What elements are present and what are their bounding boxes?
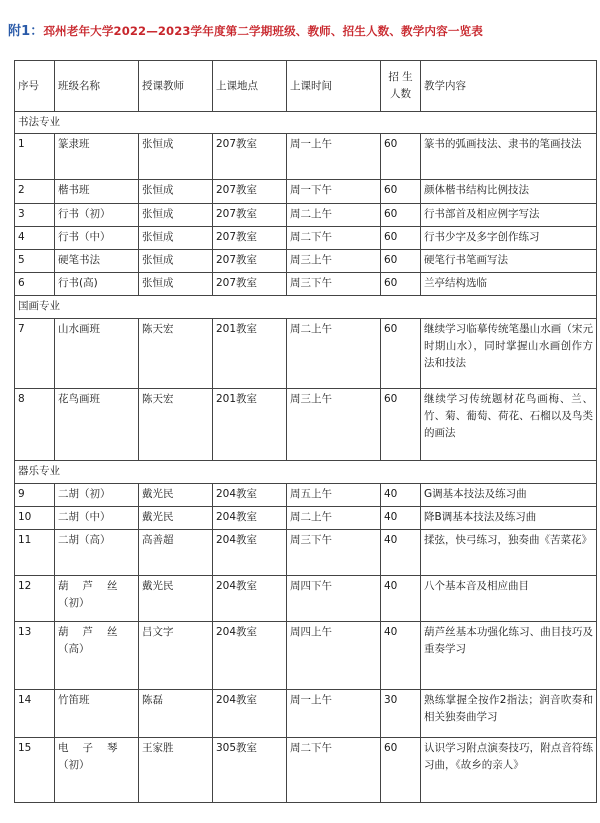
cell-index: 7 [15,319,55,389]
cell-enrollment: 40 [381,507,421,530]
cell-class-name: 行书（中） [55,227,139,250]
cell-teacher: 王家胜 [139,738,213,803]
cell-location: 204教室 [213,690,287,738]
cell-time: 周三上午 [287,250,381,273]
cell-location: 201教室 [213,319,287,389]
title-text: 邳州老年大学2022—2023学年度第二学期班级、教师、招生人数、教学内容一览表 [43,24,483,38]
table-row [15,484,597,507]
cell-index: 1 [15,134,55,180]
cell-teacher: 张恒成 [139,204,213,227]
table-row [15,530,597,576]
cell-time: 周二上午 [287,319,381,389]
section-title: 国画专业 [15,296,597,319]
cell-class-name-sub: （高） [58,643,90,655]
cell-content: 熟练掌握全按作2指法；润音吹奏和相关独奏曲学习 [421,690,597,738]
table-row [15,622,597,690]
cell-content: 八个基本音及相应曲目 [421,576,597,622]
cell-teacher: 张恒成 [139,180,213,204]
cell-location: 207教室 [213,134,287,180]
table-row [15,507,597,530]
cell-content: 篆书的弧画技法、隶书的笔画技法 [421,134,597,180]
header-index: 序号 [15,61,55,112]
cell-location: 207教室 [213,204,287,227]
cell-index: 13 [15,622,55,690]
cell-time: 周四下午 [287,576,381,622]
cell-index: 5 [15,250,55,273]
cell-enrollment: 60 [381,319,421,389]
cell-time: 周二下午 [287,227,381,250]
table-row [15,319,597,389]
table-row [15,690,597,738]
cell-location: 204教室 [213,507,287,530]
cell-location: 207教室 [213,180,287,204]
cell-class-name-sub: （初） [58,759,90,771]
cell-enrollment: 60 [381,250,421,273]
cell-class-name-main: 葫芦丝 [58,626,132,638]
cell-time: 周一上午 [287,134,381,180]
cell-time: 周二上午 [287,507,381,530]
cell-time: 周三下午 [287,530,381,576]
cell-location: 204教室 [213,622,287,690]
class-table [14,60,597,803]
cell-enrollment: 60 [381,180,421,204]
header-teacher: 授课教师 [139,61,213,112]
cell-enrollment: 60 [381,204,421,227]
cell-time: 周二下午 [287,738,381,803]
cell-content: 颜体楷书结构比例技法 [421,180,597,204]
cell-location: 305教室 [213,738,287,803]
cell-class-name: 竹笛班 [55,690,139,738]
cell-location: 207教室 [213,273,287,296]
cell-location: 204教室 [213,484,287,507]
cell-index: 12 [15,576,55,622]
cell-class-name: 篆隶班 [55,134,139,180]
cell-enrollment: 30 [381,690,421,738]
cell-location: 201教室 [213,389,287,461]
table-row [15,204,597,227]
cell-index: 3 [15,204,55,227]
table-row [15,180,597,204]
cell-class-name: 行书（初） [55,204,139,227]
cell-teacher: 戴光民 [139,484,213,507]
cell-index: 10 [15,507,55,530]
section-title: 书法专业 [15,112,597,134]
header-enrollment-line1: 招 生 [388,71,413,83]
cell-index: 11 [15,530,55,576]
cell-location: 204教室 [213,576,287,622]
cell-location: 207教室 [213,227,287,250]
section-row [15,461,597,484]
cell-enrollment: 40 [381,530,421,576]
cell-time: 周三上午 [287,389,381,461]
cell-class-name: 行书(高) [55,273,139,296]
cell-content: 行书少字及多字创作练习 [421,227,597,250]
table-row [15,738,597,803]
cell-location: 207教室 [213,250,287,273]
cell-index: 8 [15,389,55,461]
cell-teacher: 张恒成 [139,273,213,296]
cell-teacher: 吕文字 [139,622,213,690]
cell-time: 周二上午 [287,204,381,227]
cell-time: 周三下午 [287,273,381,296]
cell-class-name-main: 葫芦丝 [58,580,132,592]
cell-teacher: 张恒成 [139,250,213,273]
section-row [15,112,597,134]
cell-class-name: 二胡（中） [55,507,139,530]
cell-content: 葫芦丝基本功强化练习、曲目技巧及重奏学习 [421,622,597,690]
cell-class-name [55,738,139,803]
cell-content: 行书部首及相应例字写法 [421,204,597,227]
cell-class-name-main: 电子琴 [58,742,132,754]
document-title [8,20,600,39]
section-row [15,296,597,319]
table-row [15,576,597,622]
cell-index: 14 [15,690,55,738]
cell-index: 2 [15,180,55,204]
appendix-label: 附1： [8,24,44,39]
cell-class-name [55,622,139,690]
header-time: 上课时间 [287,61,381,112]
cell-content: 认识学习附点演奏技巧，附点音符练习曲，《故乡的亲人》 [421,738,597,803]
cell-enrollment: 60 [381,389,421,461]
cell-location: 204教室 [213,530,287,576]
cell-class-name: 二胡（初） [55,484,139,507]
header-class-name: 班级名称 [55,61,139,112]
cell-class-name: 山水画班 [55,319,139,389]
cell-class-name: 花鸟画班 [55,389,139,461]
cell-teacher: 陈磊 [139,690,213,738]
header-location: 上课地点 [213,61,287,112]
cell-time: 周一上午 [287,690,381,738]
cell-content: 硬笔行书笔画写法 [421,250,597,273]
table-row [15,250,597,273]
cell-teacher: 张恒成 [139,134,213,180]
cell-enrollment: 40 [381,576,421,622]
cell-teacher: 戴光民 [139,576,213,622]
header-enrollment [381,61,421,112]
cell-index: 9 [15,484,55,507]
table-row [15,227,597,250]
cell-class-name-sub: （初） [58,597,90,609]
cell-enrollment: 60 [381,738,421,803]
cell-index: 15 [15,738,55,803]
cell-index: 6 [15,273,55,296]
table-row [15,134,597,180]
header-enrollment-line2: 人数 [390,88,411,100]
cell-content: 揉弦，快弓练习，独奏曲《苦菜花》 [421,530,597,576]
cell-class-name: 二胡（高） [55,530,139,576]
table-row [15,273,597,296]
cell-class-name [55,576,139,622]
header-row [15,61,597,112]
header-content: 教学内容 [421,61,597,112]
cell-content: 兰亭结构选临 [421,273,597,296]
cell-index: 4 [15,227,55,250]
cell-teacher: 高善超 [139,530,213,576]
cell-time: 周四上午 [287,622,381,690]
cell-class-name: 硬笔书法 [55,250,139,273]
cell-enrollment: 60 [381,227,421,250]
cell-teacher: 陈天宏 [139,319,213,389]
cell-teacher: 戴光民 [139,507,213,530]
cell-content: 降B调基本技法及练习曲 [421,507,597,530]
cell-enrollment: 60 [381,134,421,180]
cell-time: 周一下午 [287,180,381,204]
cell-teacher: 陈天宏 [139,389,213,461]
cell-class-name: 楷书班 [55,180,139,204]
section-title: 器乐专业 [15,461,597,484]
cell-content: 继续学习传统题材花鸟画梅、兰、竹、菊、葡萄、荷花、石榴以及鸟类的画法 [421,389,597,461]
cell-content: G调基本技法及练习曲 [421,484,597,507]
table-row [15,389,597,461]
cell-time: 周五上午 [287,484,381,507]
cell-content: 继续学习临摹传统笔墨山水画（宋元时期山水），同时掌握山水画创作方法和技法 [421,319,597,389]
cell-enrollment: 60 [381,273,421,296]
cell-enrollment: 40 [381,622,421,690]
cell-teacher: 张恒成 [139,227,213,250]
cell-enrollment: 40 [381,484,421,507]
